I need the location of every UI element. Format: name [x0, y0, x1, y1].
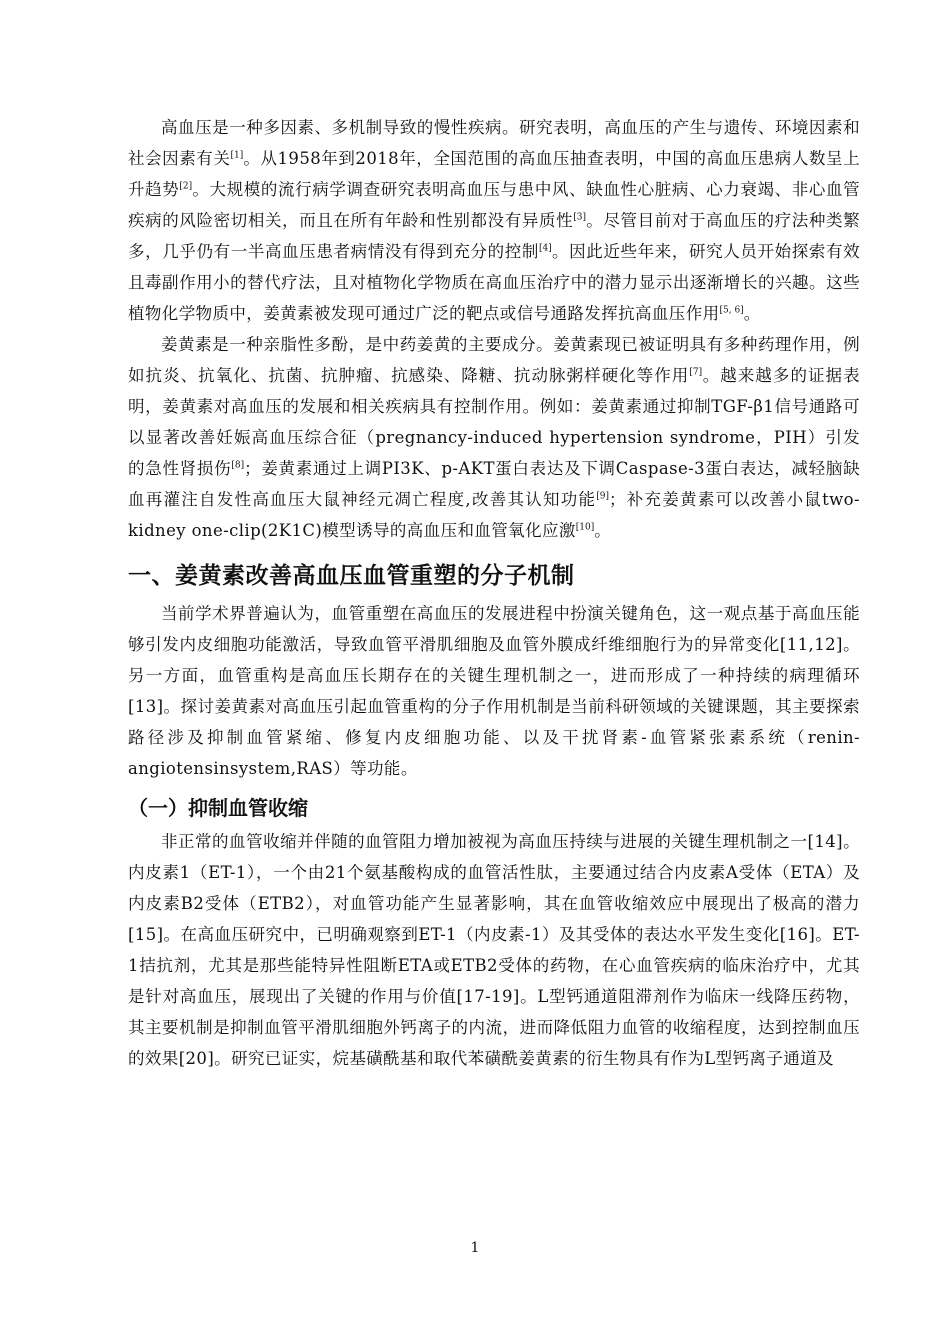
citation: [4]: [539, 243, 552, 254]
text-span: 。因此近些年来，研究人员开始探索有效且毒副作用小的替代疗法，且对植物化学物质在高血压治疗中的潜力显示出逐渐增长的兴趣。这些植物化学物质中，姜黄素被发现可通过广泛的靶点或信号通路发挥抗高血压作用: [128, 242, 860, 323]
text-span: 。: [743, 304, 761, 323]
citation: [3]: [573, 212, 586, 223]
text-span: ；补充姜黄素可以改善小鼠two-kidney one-clip(2K1C)模型诱导的高血压和血管氧化应激: [128, 490, 860, 540]
citation: [8]: [231, 460, 245, 471]
section-heading: 一、姜黄素改善高血压血管重塑的分子机制: [128, 563, 575, 589]
text-span: 高血压是一种多因素、多机制导致的慢性疾病。研究表明，高血压的产生与遗传、环境因素和社会因素有关: [128, 118, 860, 168]
paragraph-1: [128, 112, 860, 329]
paragraph-2: [128, 329, 860, 546]
citation: [2]: [179, 181, 193, 192]
subsection-heading: （一）抑制血管收缩: [128, 796, 308, 820]
paragraph-3: 当前学术界普遍认为，血管重塑在高血压的发展进程中扮演关键角色，这一观点基于高血压能够引发内皮细胞功能激活，导致血管平滑肌细胞及血管外膜成纤维细胞行为的异常变化[11,12]。另一方面，血管重构是高血压长期存在的关键生理机制之一，进而形成了一种持续的病理循环[13]。探讨姜黄素对高血压引起血管重构的分子作用机制是当前科研领域的关键课题，其主要探索路径涉及抑制血管紧缩、修复内皮细胞功能、以及干扰肾素-血管紧张素系统（renin-angiotensinsystem,RAS）等功能。: [128, 604, 860, 778]
paragraph-4: 非正常的血管收缩并伴随的血管阻力增加被视为高血压持续与进展的关键生理机制之一[14]。内皮素1（ET-1），一个由21个氨基酸构成的血管活性肽，主要通过结合内皮素A受体（ETA）及内皮素B2受体（ETB2），对血管功能产生显著影响，其在血管收缩效应中展现出了极高的潜力[15]。在高血压研究中，已明确观察到ET-1（内皮素-1）及其受体的表达水平发生变化[16]。ET-1拮抗剂，尤其是那些能特异性阻断ETA或ETB2受体的药物，在心血管疾病的临床治疗中，尤其是针对高血压，展现出了关键的作用与价值[17-19]。L型钙通道阻滞剂作为临床一线降压药物，其主要机制是抑制血管平滑肌细胞外钙离子的内流，进而降低阻力血管的收缩程度，达到控制血压的效果[20]。研究已证实，烷基磺酰基和取代苯磺酰姜黄素的衍生物具有作为L型钙离子通道及: [128, 832, 860, 1068]
text-span: 。: [594, 521, 612, 540]
citation: [9]: [596, 491, 610, 502]
citation: [10]: [575, 522, 595, 533]
text-span: 。尽管目前对于高血压的疗法种类繁多，几乎仍有一半高血压患者病情没有得到充分的控制: [128, 211, 860, 261]
page-number: 1: [470, 1240, 480, 1256]
text-span: 。大规模的流行病学调查研究表明高血压与患中风、缺血性心脏病、心力衰竭、非心血管疾病的风险密切相关，而且在所有年龄和性别都没有异质性: [128, 180, 860, 230]
page-content: [128, 112, 860, 1074]
citation: [1]: [230, 150, 244, 161]
text-span: ；姜黄素通过上调PI3K、p-AKT蛋白表达及下调Caspase-3蛋白表达，减轻脑缺血再灌注自发性高血压大鼠神经元凋亡程度,改善其认知功能: [128, 459, 860, 509]
citation: [7]: [689, 367, 703, 378]
text-span: 。越来越多的证据表明，姜黄素对高血压的发展和相关疾病具有控制作用。例如：姜黄素通过抑制TGF-β1信号通路可以显著改善妊娠高血压综合征（pregnancy-induced hypertension syndrome，PIH）引发的急性肾损伤: [128, 366, 860, 478]
citation: [5, 6]: [719, 305, 744, 316]
text-span: 姜黄素是一种亲脂性多酚，是中药姜黄的主要成分。姜黄素现已被证明具有多种药理作用，例如抗炎、抗氧化、抗菌、抗肿瘤、抗感染、降糖、抗动脉粥样硬化等作用: [128, 335, 860, 385]
text-span: 。从1958年到2018年，全国范围的高血压抽查表明，中国的高血压患病人数呈上升趋势: [128, 149, 860, 199]
